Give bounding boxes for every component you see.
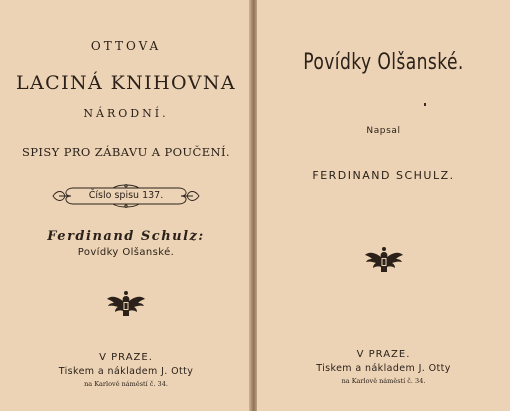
right-city: V PRAZE. <box>356 349 411 360</box>
right-byline: Napsal <box>366 126 401 136</box>
left-emblem <box>0 290 252 318</box>
right-emblem <box>257 246 510 274</box>
left-page <box>0 0 252 411</box>
library-title: LACINÁ KNIHOVNA <box>16 72 236 94</box>
right-page <box>257 0 510 411</box>
left-printer: Tiskem a nákladem J. Otty <box>58 366 194 377</box>
eagle-emblem-icon <box>362 246 406 274</box>
library-subtitle: NÁRODNÍ. <box>83 107 169 120</box>
volume-number: Číslo spisu 137. <box>88 190 164 201</box>
right-title: Povídky Olšanské. <box>303 50 464 75</box>
right-author: FERDINAND SCHULZ. <box>312 169 455 182</box>
left-address: na Karlově náměstí č. 34. <box>84 380 168 388</box>
volume-ornament <box>0 184 252 208</box>
left-city: V PRAZE. <box>99 352 153 363</box>
left-author: Ferdinand Schulz: <box>47 229 205 244</box>
left-work-title: Povídky Olšanské. <box>77 247 175 258</box>
ink-speck <box>424 103 426 106</box>
right-printer: Tiskem a nákladem J. Otty <box>316 363 451 374</box>
eagle-emblem-icon <box>106 290 146 318</box>
right-address: na Karlově náměstí č. 34. <box>341 377 426 385</box>
series-name: OTTOVA <box>90 39 162 53</box>
library-tagline: SPISY PRO ZÁBAVU A POUČENÍ. <box>22 145 230 159</box>
